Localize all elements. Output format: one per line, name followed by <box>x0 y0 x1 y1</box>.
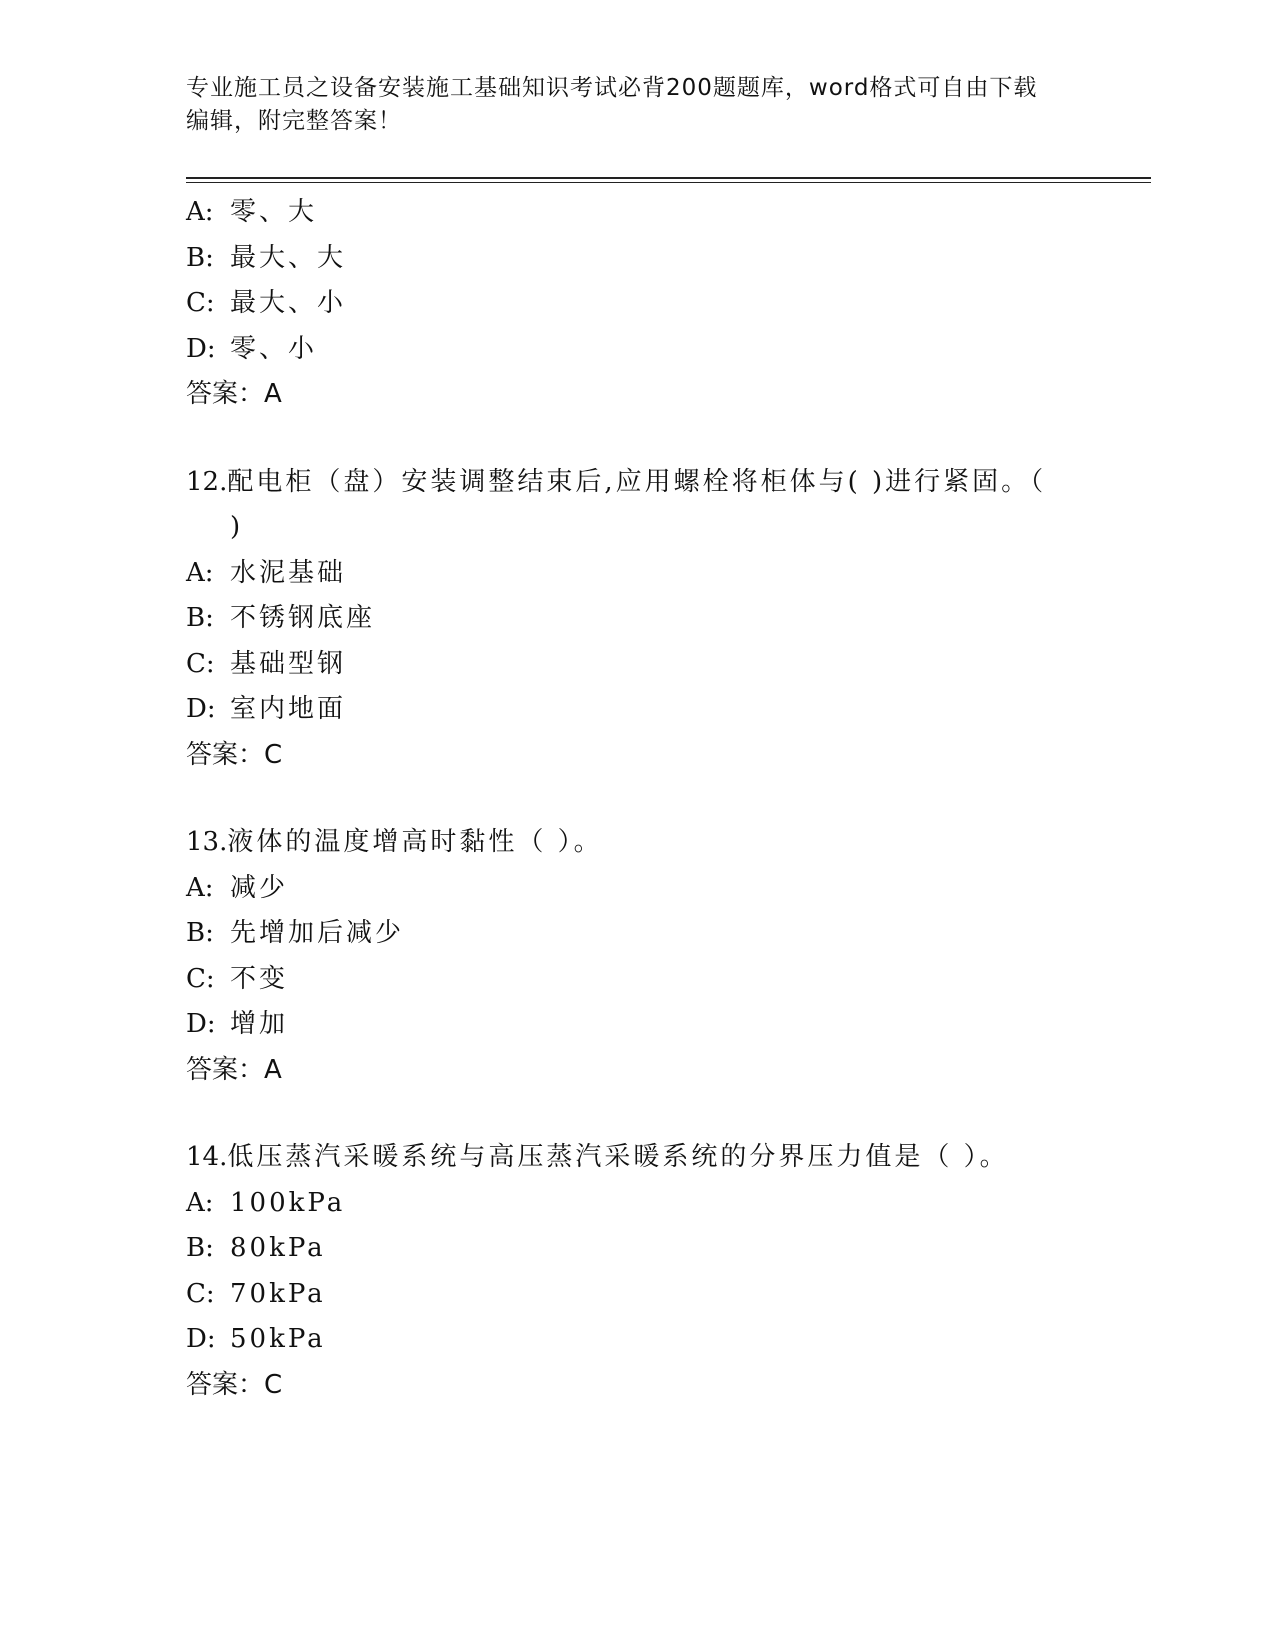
option-key: B: <box>186 242 214 273</box>
option-key: A: <box>186 1187 214 1218</box>
question-text: 液体的温度增高时黏性（ ）。 <box>227 827 603 857</box>
question-12 <box>186 460 1151 779</box>
option-text: 80kPa <box>230 1233 326 1263</box>
option-b <box>186 236 1151 282</box>
option-key: B: <box>186 603 214 633</box>
option-text: 减少 <box>230 872 289 903</box>
option-key: C: <box>186 648 215 679</box>
option-key: B: <box>186 918 214 948</box>
option-text: 50kPa <box>230 1324 326 1354</box>
option-text: 基础型钢 <box>230 648 347 679</box>
option-d <box>186 327 1151 373</box>
question-11 <box>186 190 1151 418</box>
question-number: 14. <box>186 1142 228 1172</box>
question-number: 13. <box>186 827 228 857</box>
question-text: 低压蒸汽采暖系统与高压蒸汽采暖系统的分界压力值是（ ）。 <box>227 1142 1009 1172</box>
answer-line: 答案：A <box>186 1054 282 1085</box>
option-text: 最大、小 <box>230 288 347 318</box>
option-a <box>186 1181 1151 1227</box>
option-key: A: <box>186 197 214 227</box>
question-stem <box>186 1135 1151 1181</box>
question-13 <box>186 820 1151 1093</box>
option-d <box>186 687 1151 733</box>
option-key: A: <box>186 557 214 588</box>
option-key: D: <box>186 1009 216 1039</box>
option-text: 零、大 <box>230 197 318 227</box>
question-text-continuation: ) <box>230 512 244 542</box>
option-text: 零、小 <box>230 333 318 364</box>
answer-line: 答案：C <box>186 739 283 770</box>
option-text: 70kPa <box>230 1278 326 1309</box>
option-b <box>186 596 1151 642</box>
header-title-line-2: 编辑，附完整答案！ <box>186 108 402 134</box>
option-c <box>186 281 1151 327</box>
option-key: B: <box>186 1233 214 1263</box>
option-key: A: <box>186 872 214 903</box>
option-text: 最大、大 <box>230 242 347 273</box>
option-b <box>186 911 1151 957</box>
question-text: 配电柜（盘）安装调整结束后,应用螺栓将柜体与( )进行紧固。（ <box>227 466 1047 497</box>
document-header <box>186 72 1066 138</box>
option-text: 100kPa <box>230 1187 346 1218</box>
option-text: 水泥基础 <box>230 557 347 588</box>
option-text: 不变 <box>230 963 289 994</box>
option-d <box>186 1317 1151 1363</box>
option-key: D: <box>186 1324 216 1354</box>
option-b <box>186 1226 1151 1272</box>
option-text: 不锈钢底座 <box>230 603 376 633</box>
option-c <box>186 957 1151 1003</box>
option-key: C: <box>186 963 215 994</box>
question-14 <box>186 1135 1151 1408</box>
option-key: D: <box>186 333 216 364</box>
option-c <box>186 1272 1151 1318</box>
header-divider <box>186 177 1151 183</box>
answer-line: 答案：A <box>186 379 282 409</box>
option-c <box>186 642 1151 688</box>
option-key: C: <box>186 1278 215 1309</box>
option-text: 增加 <box>230 1009 289 1039</box>
option-d <box>186 1002 1151 1048</box>
option-a <box>186 866 1151 912</box>
question-stem <box>186 460 1151 551</box>
question-list <box>186 190 1151 1408</box>
question-stem <box>186 820 1151 866</box>
option-key: C: <box>186 288 215 318</box>
option-key: D: <box>186 694 216 724</box>
option-text: 先增加后减少 <box>230 918 405 948</box>
option-a <box>186 551 1151 597</box>
answer-line: 答案：C <box>186 1369 283 1400</box>
question-number: 12. <box>186 466 228 497</box>
option-text: 室内地面 <box>230 694 347 724</box>
header-title-line-1: 专业施工员之设备安装施工基础知识考试必背200题题库，word格式可自由下载 <box>186 75 1038 101</box>
page-body <box>186 0 1151 1650</box>
option-a <box>186 190 1151 236</box>
